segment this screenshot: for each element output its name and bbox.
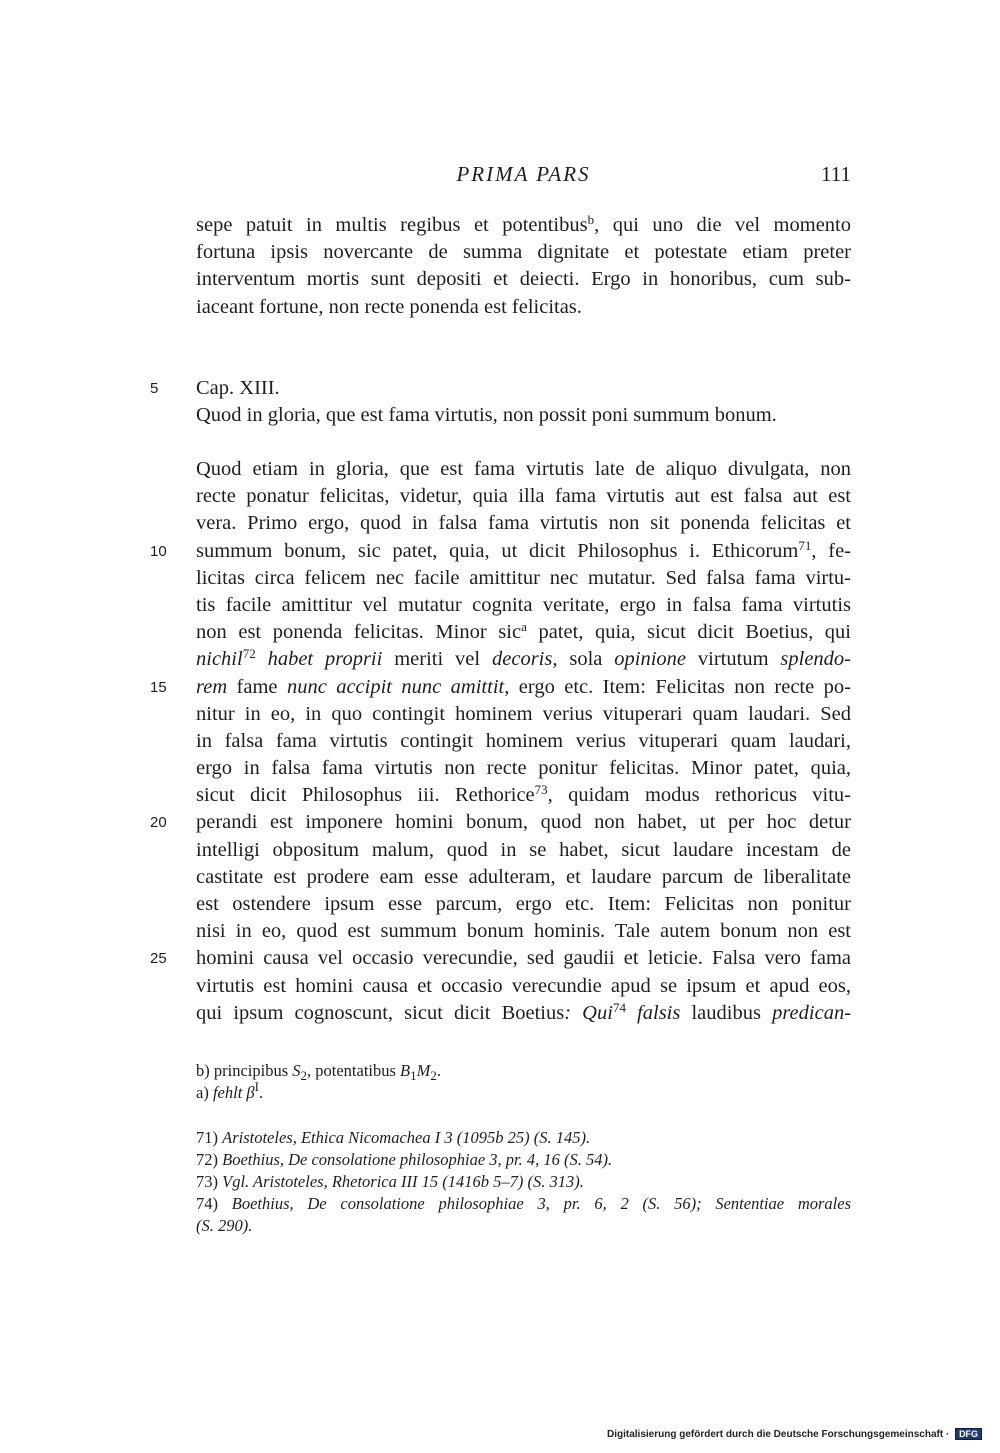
source-note: 71) Aristoteles, Ethica Nicomachea I 3 (1095b 25) (S. 145). bbox=[196, 1128, 591, 1147]
digitization-credit bbox=[607, 1428, 982, 1440]
footnote-ref: 71 bbox=[798, 537, 812, 553]
text-line: iaceant fortune, non recte ponenda est felicitas. bbox=[196, 295, 582, 318]
text-line: sepe patuit in multis regibus et potentibus$^b$, qui uno die vel momento bbox=[196, 212, 851, 236]
apparatus-notes bbox=[196, 1060, 851, 1104]
text-line: non est ponenda felicitas. Minor sic$^a$ patet, quia, sicut dicit Boetius, qui bbox=[196, 619, 851, 644]
text-line: in falsa fama virtutis contingit hominem verius vituperari quam laudari, bbox=[196, 729, 851, 752]
text-line: ergo in falsa fama virtutis non recte ponitur felicitas. Minor patet, quia, bbox=[196, 757, 851, 780]
text-line: nichil$^{72}$ habet proprii meriti vel decoris, sola opinione virtutum splendo- bbox=[196, 646, 852, 671]
text-line: nitur in eo, in quo contingit hominem verius vituperari quam laudari. Sed bbox=[196, 702, 851, 725]
footnote-ref: 72 bbox=[242, 646, 256, 662]
chapter-heading bbox=[150, 375, 851, 429]
text-line: licitas circa felicem nec facile amittitur nec mutatur. Sed falsa fama virtu- bbox=[196, 566, 851, 589]
text-line: intelligi obpositum malum, quod in se habet, sicut laudare incestam de bbox=[196, 838, 851, 861]
apparatus-note: b) principibus $S_2$, potentatibus $B_1M_2$. bbox=[196, 1061, 441, 1083]
text-line: sicut dicit Philosophus iii. Rethorice$^{73}$, quidam modus rethoricus vitu- bbox=[196, 782, 851, 807]
source-notes bbox=[196, 1127, 851, 1237]
page-number: 111 bbox=[821, 162, 851, 186]
source-note: 72) Boethius, De consolatione philosophiae 3, pr. 4, 16 (S. 54). bbox=[196, 1150, 613, 1169]
text-line: interventum mortis sunt depositi et deiecti. Ergo in honoribus, cum sub- bbox=[196, 268, 851, 291]
source-note: 73) Vgl. Aristoteles, Rhetorica III 15 (1416b 5–7) (S. 313). bbox=[196, 1172, 584, 1191]
apparatus-marker: a bbox=[521, 619, 527, 635]
text-line: recte ponatur felicitas, videtur, quia illa fama virtutis aut est falsa aut est bbox=[196, 485, 851, 508]
apparatus-marker: b bbox=[587, 212, 595, 227]
line-number: 5 bbox=[150, 380, 159, 397]
text-line: virtutis est homini causa et occasio verecundie apud se ipsum et apud eos, bbox=[196, 974, 851, 997]
text-line: 25 homini causa vel occasio verecundie, sed gaudii et leticie. Falsa vero fama bbox=[196, 945, 851, 972]
source-note: 74) Boethius, De consolatione philosophiae 3, pr. 6, 2 (S. 56); Sententiae morales bbox=[196, 1194, 852, 1213]
text-line: fortuna ipsis novercante de summa dignitate et potestate etiam preter bbox=[196, 241, 851, 264]
text-line: vera. Primo ergo, quod in falsa fama virtutis non sit ponenda felicitas et bbox=[196, 512, 851, 535]
text-line: 15 rem fame nunc accipit nunc amittit, ergo etc. Item: Felicitas non recte po- bbox=[196, 674, 851, 701]
chapter-label: 5 Cap. XIII. bbox=[196, 375, 851, 402]
apparatus-note: a) fehlt $\beta^I$. bbox=[196, 1079, 264, 1102]
line-number: 15 bbox=[150, 678, 167, 696]
text-line: nisi in eo, quod est summum bonum hominis. Tale autem bonum non est bbox=[196, 920, 851, 943]
text-line: tis facile amittitur vel mutatur cognita veritate, ergo in falsa fama virtutis bbox=[196, 593, 851, 616]
text-line: Quod etiam in gloria, que est fama virtutis late de aliquo divulgata, non bbox=[196, 458, 851, 480]
text-line: est ostendere ipsum esse parcum, ergo etc. Item: Felicitas non ponitur bbox=[196, 893, 851, 915]
dfg-logo: DFG bbox=[955, 1428, 982, 1440]
running-title: PRIMA PARS bbox=[456, 162, 591, 186]
text-line: 20 perandi est imponere homini bonum, quod non habet, ut per hoc detur bbox=[196, 809, 851, 836]
chapter-paragraph bbox=[150, 456, 852, 1027]
credit-text: Digitalisierung gefördert durch die Deutsche Forschungsgemeinschaft · bbox=[607, 1429, 950, 1440]
line-number: 20 bbox=[150, 814, 167, 832]
text-line: castitate est prodere eam esse adulteram, et laudare parcum de liberalitate bbox=[196, 865, 851, 888]
chapter-title: Quod in gloria, que est fama virtutis, non possit poni summum bonum. bbox=[196, 404, 777, 427]
text-line: qui ipsum cognoscunt, sicut dicit Boetius: Qui$^{74}$ falsis laudibus predican- bbox=[196, 999, 852, 1024]
running-head bbox=[196, 162, 851, 192]
line-number: 25 bbox=[150, 950, 167, 968]
line-number: 10 bbox=[150, 542, 167, 560]
source-note-continuation: (S. 290). bbox=[196, 1216, 253, 1235]
text-line: 10 summum bonum, sic patet, quia, ut dicit Philosophus i. Ethicorum$^{71}$, fe- bbox=[196, 538, 851, 565]
paragraph-continuation bbox=[196, 212, 851, 321]
footnote-ref: 73 bbox=[534, 782, 548, 798]
footnote-ref: 74 bbox=[612, 999, 626, 1015]
